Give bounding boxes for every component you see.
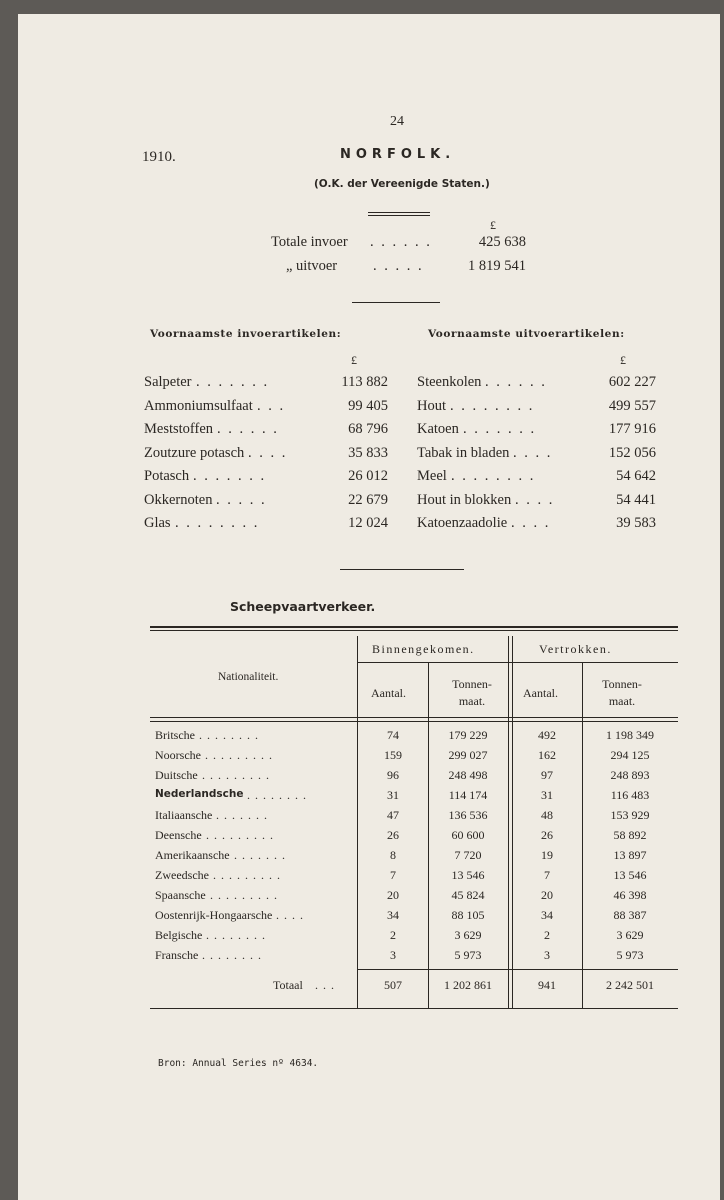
table-row-nationality: Noorsche bbox=[155, 748, 201, 762]
article-dots: . . . . . . bbox=[217, 421, 279, 437]
table-row-nationality: Nederlandsche bbox=[155, 788, 244, 800]
table-row-out-aantal: 7 bbox=[544, 868, 550, 882]
header-in-tonnen: Tonnen-maat. bbox=[452, 677, 492, 708]
table-row-in-aantal: 7 bbox=[390, 868, 396, 882]
table-row-in-aantal: 31 bbox=[387, 788, 399, 802]
table-row-out-tonnen: 248 893 bbox=[610, 768, 650, 782]
total-dots: . . . bbox=[315, 978, 335, 992]
table-row-nationality: Britsche bbox=[155, 728, 195, 742]
table-row-in-aantal: 74 bbox=[387, 728, 399, 742]
table-row-out-aantal: 19 bbox=[541, 848, 553, 862]
article-label: Zoutzure potasch bbox=[144, 444, 245, 461]
table-row-in-tonnen: 60 600 bbox=[451, 828, 485, 842]
table-row-in-tonnen: 248 498 bbox=[448, 768, 488, 782]
article-dots: . . . . bbox=[515, 491, 555, 508]
header-vertrokken: Vertrokken. bbox=[539, 642, 612, 656]
table-row-out-tonnen: 1 198 349 bbox=[606, 728, 654, 742]
table-row-dots: . . . . . . . . . bbox=[213, 868, 281, 882]
table-row-out-tonnen: 13 897 bbox=[613, 848, 647, 862]
article-value: 54 441 bbox=[616, 491, 656, 508]
total-label: Totaal bbox=[273, 978, 303, 992]
table-row-out-aantal: 34 bbox=[541, 908, 553, 922]
article-dots: . . . . . bbox=[216, 491, 267, 508]
article-value: 39 583 bbox=[616, 515, 656, 531]
article-label: Ammoniumsulfaat bbox=[144, 397, 253, 414]
table-row-in-tonnen: 45 824 bbox=[451, 888, 485, 902]
table-top-rule bbox=[150, 626, 678, 628]
table-row-nationality: Zweedsche bbox=[155, 868, 209, 882]
article-value: 499 557 bbox=[608, 397, 656, 414]
table-row-in-aantal: 20 bbox=[387, 888, 399, 902]
article-label: Meel bbox=[417, 468, 447, 484]
article-value: 177 916 bbox=[608, 421, 656, 437]
article-value: 152 056 bbox=[608, 444, 656, 461]
exports-heading: Voornaamste uitvoerartikelen: bbox=[428, 328, 625, 340]
divider bbox=[340, 569, 464, 570]
table-row-dots: . . . . . . . . . bbox=[210, 888, 278, 902]
article-label: Katoenzaadolie bbox=[417, 515, 508, 531]
table-row-in-tonnen: 114 174 bbox=[448, 788, 488, 802]
article-label: Hout bbox=[417, 397, 446, 414]
table-row-out-aantal: 20 bbox=[541, 888, 553, 902]
table-row-out-tonnen: 5 973 bbox=[616, 948, 644, 962]
article-value: 35 833 bbox=[348, 444, 388, 461]
article-label: Salpeter bbox=[144, 374, 192, 390]
table-row-out-aantal: 26 bbox=[541, 828, 553, 842]
table-row-in-aantal: 3 bbox=[390, 948, 396, 962]
total-in-aantal: 507 bbox=[384, 978, 402, 992]
table-row-dots: . . . . . . . . bbox=[199, 728, 259, 742]
table-row-dots: . . . . . . . bbox=[216, 808, 268, 822]
table-row-in-aantal: 2 bbox=[390, 928, 396, 942]
table-row-in-tonnen: 299 027 bbox=[448, 748, 488, 762]
divider bbox=[368, 215, 430, 216]
article-value: 68 796 bbox=[348, 421, 388, 437]
table-top-rule bbox=[150, 630, 678, 631]
article-dots: . . . . . . bbox=[485, 374, 547, 390]
header-out-aantal: Aantal. bbox=[523, 686, 558, 700]
table-row-in-tonnen: 13 546 bbox=[451, 868, 485, 882]
header-rule bbox=[358, 662, 678, 663]
source-note: Bron: Annual Series nº 4634. bbox=[158, 1058, 319, 1069]
article-dots: . . . . bbox=[513, 444, 553, 461]
exports-currency: £ bbox=[620, 353, 626, 367]
article-value: 54 642 bbox=[616, 468, 656, 484]
article-dots: . . . . . . . . bbox=[450, 397, 535, 414]
table-row-in-tonnen: 179 229 bbox=[448, 728, 488, 742]
table-row-out-tonnen: 88 387 bbox=[613, 908, 647, 922]
table-row-in-tonnen: 5 973 bbox=[454, 948, 482, 962]
table-row-out-aantal: 48 bbox=[541, 808, 553, 822]
article-dots: . . . . . . . . bbox=[451, 468, 536, 484]
article-value: 113 882 bbox=[341, 374, 388, 390]
article-value: 26 012 bbox=[348, 468, 388, 484]
table-row-dots: . . . . . . . . . bbox=[206, 828, 274, 842]
table-row-in-aantal: 8 bbox=[390, 848, 396, 862]
table-row-nationality: Amerikaansche bbox=[155, 848, 230, 862]
article-label: Meststoffen bbox=[144, 421, 214, 437]
article-dots: . . . . . . . bbox=[196, 374, 270, 390]
table-row-dots: . . . . bbox=[276, 908, 304, 922]
table-row-nationality: Oostenrijk-Hongaarsche bbox=[155, 908, 273, 922]
table-row-in-tonnen: 7 720 bbox=[454, 848, 482, 862]
imports-currency: £ bbox=[351, 353, 357, 367]
table-row-out-aantal: 97 bbox=[541, 768, 553, 782]
table-row-dots: . . . . . . . . bbox=[247, 788, 307, 802]
table-row-dots: . . . . . . . . . bbox=[202, 768, 270, 782]
divider bbox=[352, 302, 440, 303]
divider bbox=[368, 212, 430, 213]
article-value: 99 405 bbox=[348, 397, 388, 414]
table-row-in-tonnen: 136 536 bbox=[448, 808, 488, 822]
article-dots: . . . bbox=[257, 397, 286, 414]
totals-label: Totale invoer bbox=[271, 234, 348, 250]
article-label: Okkernoten bbox=[144, 491, 213, 508]
article-label: Steenkolen bbox=[417, 374, 482, 390]
shipping-heading: Scheepvaartverkeer. bbox=[230, 599, 376, 614]
table-row-nationality: Duitsche bbox=[155, 768, 198, 782]
table-row-nationality: Italiaansche bbox=[155, 808, 213, 822]
table-bottom-rule bbox=[150, 1008, 678, 1009]
header-out-tonnen: Tonnen-maat. bbox=[602, 677, 642, 708]
table-row-out-tonnen: 3 629 bbox=[616, 928, 644, 942]
totals-dots: . . . . . bbox=[373, 258, 424, 274]
table-row-out-tonnen: 13 546 bbox=[613, 868, 647, 882]
table-row-out-tonnen: 46 398 bbox=[613, 888, 647, 902]
article-label: Glas bbox=[144, 515, 171, 531]
article-value: 22 679 bbox=[348, 491, 388, 508]
article-value: 602 227 bbox=[608, 374, 656, 390]
subtitle: (O.K. der Vereenigde Staten.) bbox=[314, 178, 490, 190]
total-out-tonnen: 2 242 501 bbox=[606, 978, 654, 992]
header-nationaliteit: Nationaliteit. bbox=[218, 671, 279, 683]
table-row-out-tonnen: 116 483 bbox=[610, 788, 650, 802]
table-row-in-aantal: 26 bbox=[387, 828, 399, 842]
total-rule bbox=[358, 969, 678, 970]
totals-value: 425 638 bbox=[478, 234, 526, 250]
header-bottom-rule bbox=[150, 721, 678, 722]
totals-value: 1 819 541 bbox=[468, 258, 526, 274]
article-value: 12 024 bbox=[348, 515, 388, 531]
table-row-nationality: Belgische bbox=[155, 928, 203, 942]
col-divider bbox=[508, 636, 509, 1008]
table-row-in-tonnen: 88 105 bbox=[451, 908, 485, 922]
article-label: Potasch bbox=[144, 468, 190, 484]
table-row-out-aantal: 2 bbox=[544, 928, 550, 942]
table-row-nationality: Fransche bbox=[155, 948, 199, 962]
table-row-out-tonnen: 58 892 bbox=[613, 828, 647, 842]
table-row-in-aantal: 96 bbox=[387, 768, 399, 782]
article-label: Hout in blokken bbox=[417, 491, 512, 508]
table-row-in-aantal: 47 bbox=[387, 808, 399, 822]
table-row-dots: . . . . . . . . . bbox=[205, 748, 273, 762]
page-title: NORFOLK. bbox=[340, 147, 456, 162]
table-row-dots: . . . . . . . . bbox=[206, 928, 266, 942]
article-label: Tabak in bladen bbox=[417, 444, 510, 461]
totals-dots: . . . . . . bbox=[370, 234, 432, 250]
table-row-out-aantal: 31 bbox=[541, 788, 553, 802]
imports-heading: Voornaamste invoerartikelen: bbox=[150, 328, 342, 340]
table-row-out-tonnen: 153 929 bbox=[610, 808, 650, 822]
table-row-out-tonnen: 294 125 bbox=[610, 748, 650, 762]
article-dots: . . . . bbox=[511, 515, 551, 531]
totals-label: „ uitvoer bbox=[286, 258, 338, 274]
table-row-out-aantal: 162 bbox=[538, 748, 556, 762]
table-row-nationality: Deensche bbox=[155, 828, 202, 842]
article-dots: . . . . . . . . bbox=[175, 515, 260, 531]
table-row-dots: . . . . . . . . bbox=[202, 948, 262, 962]
header-in-aantal: Aantal. bbox=[371, 686, 406, 700]
year: 1910. bbox=[142, 149, 176, 165]
total-in-tonnen: 1 202 861 bbox=[444, 978, 492, 992]
header-binnengekomen: Binnengekomen. bbox=[372, 642, 475, 656]
table-row-in-tonnen: 3 629 bbox=[454, 928, 482, 942]
article-dots: . . . . . . . bbox=[463, 421, 537, 437]
table-row-in-aantal: 34 bbox=[387, 908, 399, 922]
table-row-nationality: Spaansche bbox=[155, 888, 206, 902]
document-page bbox=[18, 14, 720, 1200]
article-label: Katoen bbox=[417, 421, 459, 437]
header-bottom-rule bbox=[150, 717, 678, 718]
total-out-aantal: 941 bbox=[538, 978, 556, 992]
article-dots: . . . . bbox=[248, 444, 288, 461]
totals-currency: £ bbox=[490, 218, 496, 232]
table-row-out-aantal: 3 bbox=[544, 948, 550, 962]
page-number: 24 bbox=[390, 114, 404, 129]
table-row-dots: . . . . . . . bbox=[234, 848, 286, 862]
table-row-in-aantal: 159 bbox=[384, 748, 402, 762]
table-row-out-aantal: 492 bbox=[538, 728, 556, 742]
article-dots: . . . . . . . bbox=[193, 468, 267, 484]
